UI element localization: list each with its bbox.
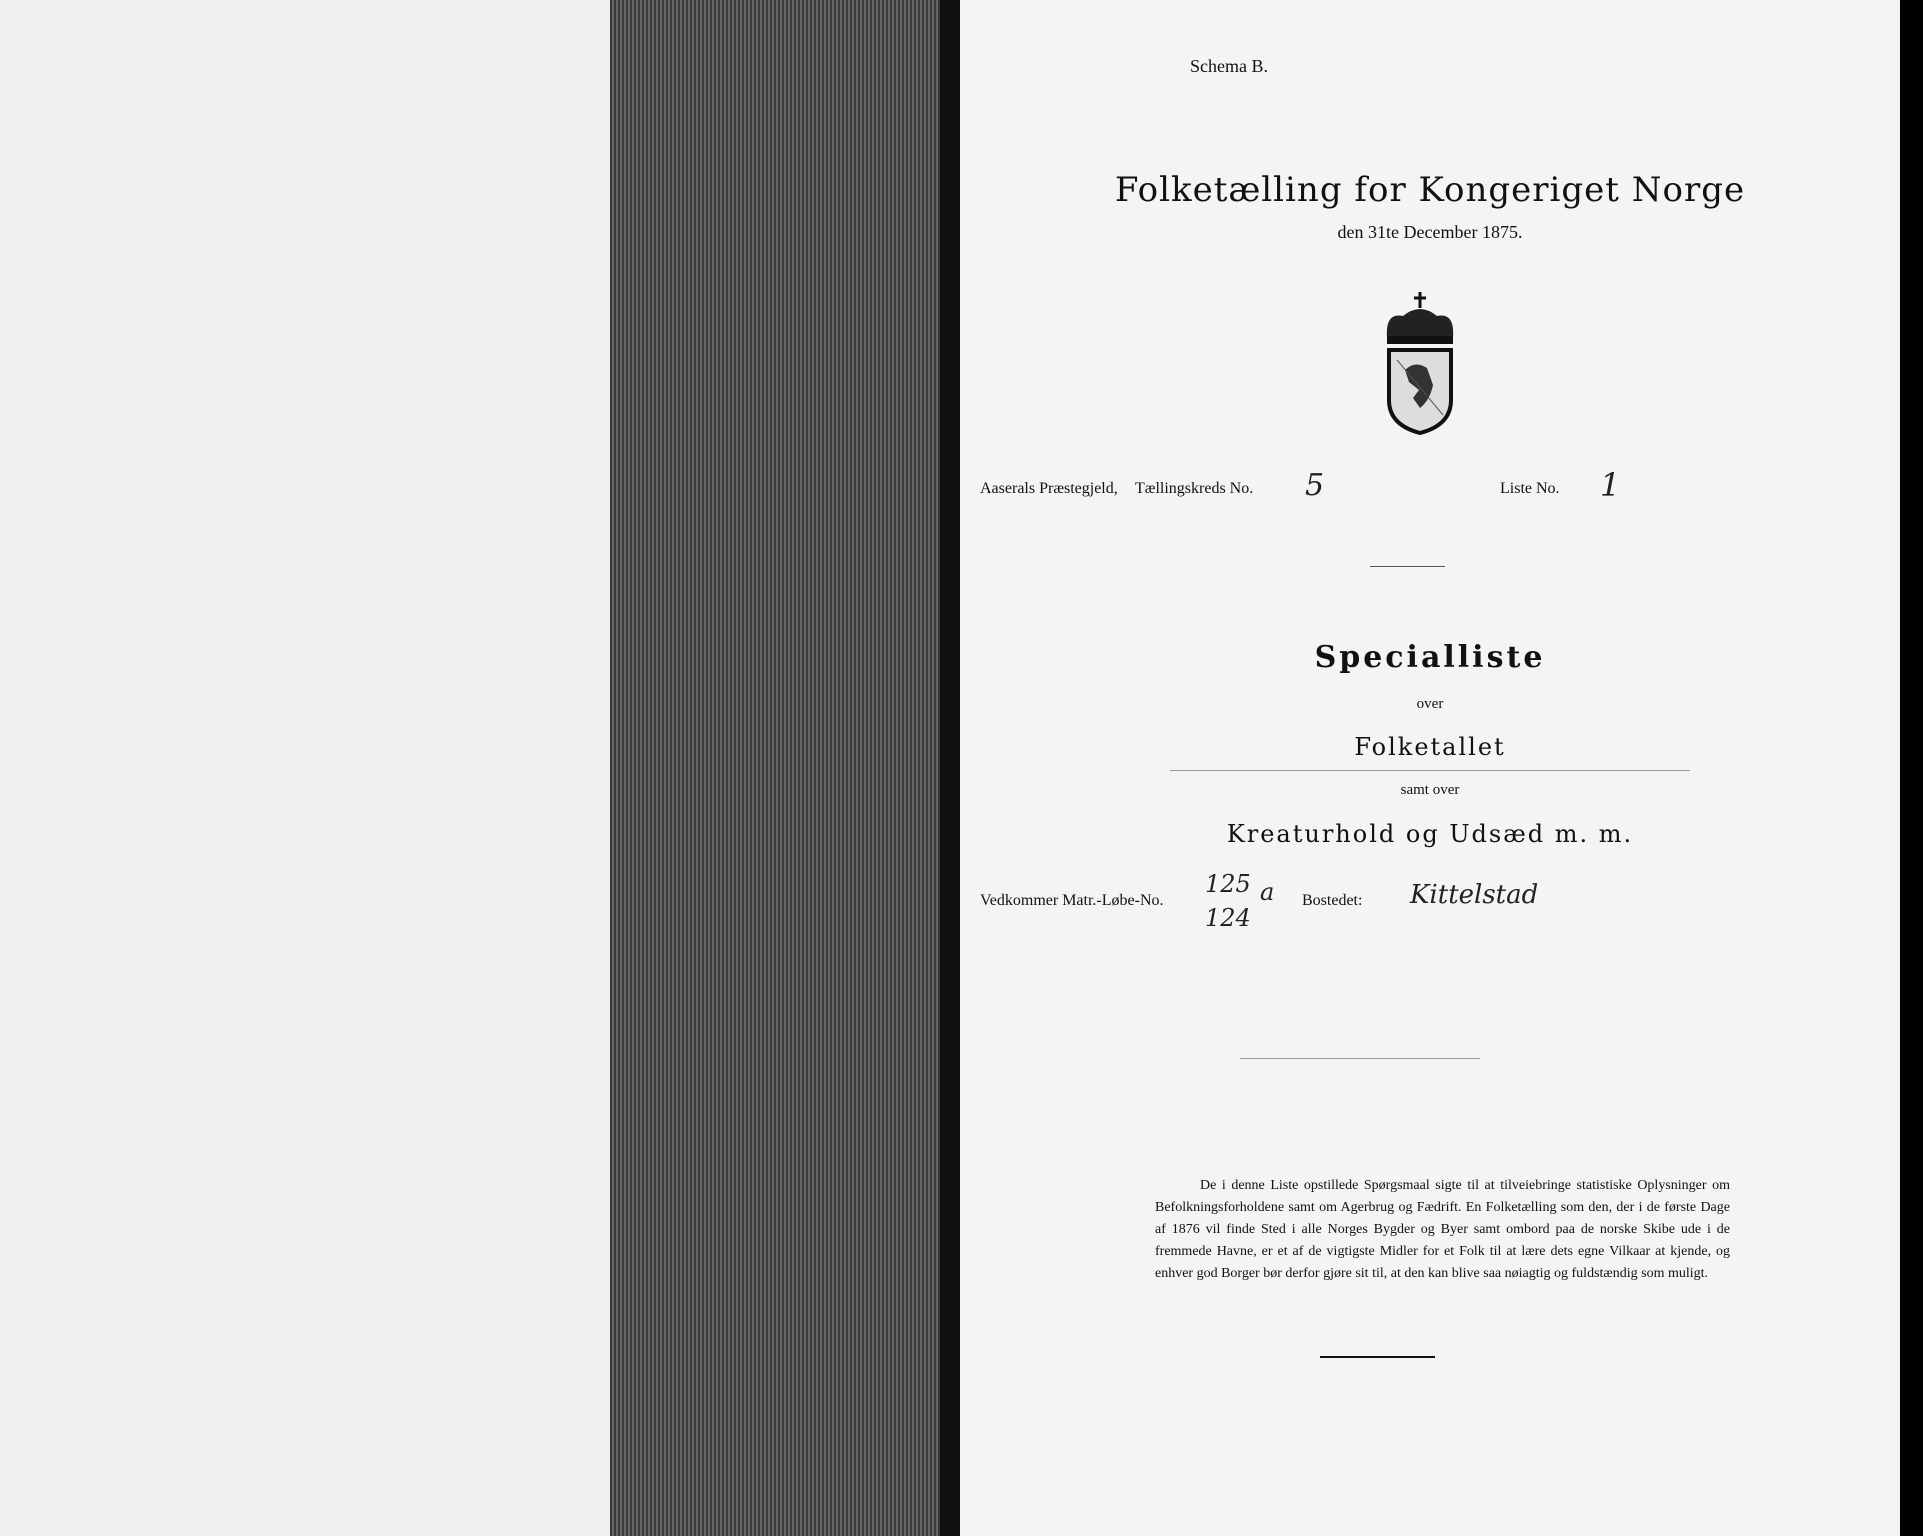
matr-number-bottom: 124 [1205,904,1251,932]
district-number: 5 [1305,468,1325,503]
instruction-paragraph [1155,1175,1730,1285]
folketallet-heading: Folketallet [1354,733,1506,761]
kreaturhold-heading: Kreaturhold og Udsæd m. m. [1226,820,1634,848]
matr-label: Vedkommer Matr.-Løbe-No. [980,892,1164,909]
over-text: over [1416,696,1444,712]
matr-suffix: a [1260,878,1275,906]
divider [1240,1058,1480,1059]
divider [1170,770,1690,771]
census-form-page [960,0,1900,1536]
page-edge [1900,0,1923,1536]
list-label: Liste No. [1500,480,1560,497]
samt-over-text: samt over [1400,782,1460,798]
form-date: den 31te December 1875. [1337,222,1523,242]
bostedet-label: Bostedet: [1302,892,1363,909]
list-number: 1 [1600,466,1621,504]
paragraph-text: De i denne Liste opstillede Spørgsmaal sigte til at tilveiebringe statistiske Oplysninger om Befolkningsforholdene samt om Agerbrug og Fædrift. En Folketælling som den, der i de første Dage af 1876 vil finde Sted i alle Norges Bygder og Byer samt ombord paa de norske Skibe ude i de fremmede Havne, er et af de vigtigste Midler for et Folk til at lære dets egne Vilkaar at kjende, og enhver god Borger bør derfor gjøre sit til, at den kan blive saa nøiagtig og fuldstændig som muligt. [1155,1178,1730,1281]
book-spine [610,0,960,1536]
specialliste-heading: Specialliste [1314,640,1546,675]
spine-shadow [940,0,960,1536]
left-blank-page [0,0,610,1536]
district-label: Tællingskreds No. [1135,480,1254,497]
schema-label: Schema B. [1190,56,1268,76]
coat-of-arms-icon [1375,290,1465,435]
bostedet-value: Kittelstad [1410,880,1539,910]
matr-number-top: 125 [1205,870,1251,898]
divider [1320,1356,1435,1358]
parish-label: Aaserals Præstegjeld, [980,480,1118,497]
divider [1370,566,1445,567]
form-title: Folketælling for Kongeriget Norge [1114,170,1746,210]
